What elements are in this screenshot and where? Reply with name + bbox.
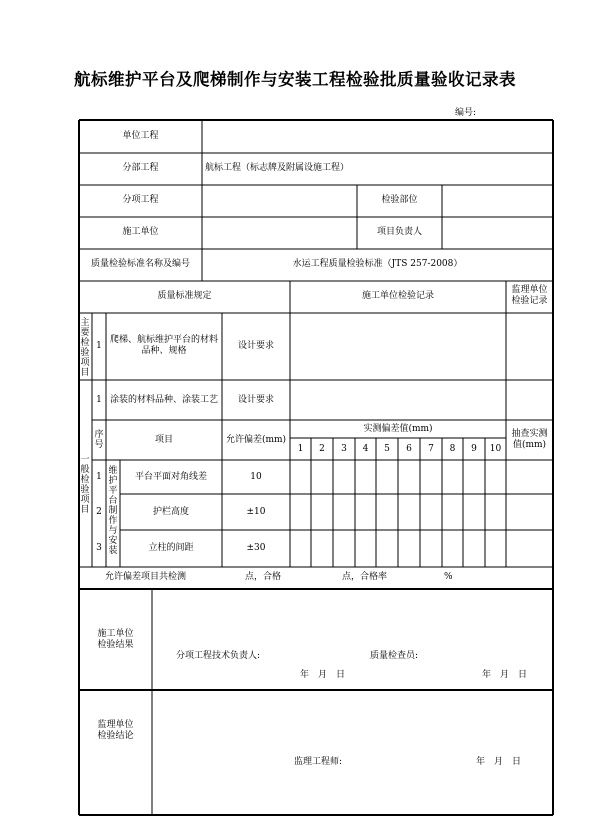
row-3-tolerance: ±30 xyxy=(246,543,266,553)
item-header: 项目 xyxy=(154,435,173,445)
seq-label: 序号 xyxy=(94,430,104,450)
general-items-group-label: 一般检验项目 xyxy=(80,455,90,515)
measured-col-10: 10 xyxy=(489,444,502,454)
measured-header: 实测偏差值(mm) xyxy=(363,424,433,434)
inspector-label: 质量检查员: xyxy=(370,651,419,661)
measured-col-7: 7 xyxy=(428,444,434,454)
unit-project-label: 单位工程 xyxy=(122,131,159,141)
summary-pass-points: 点，合格 xyxy=(245,572,282,582)
general-text-item-name: 涂装的材料品种、涂装工艺 xyxy=(109,395,218,405)
construction-unit-label: 施工单位 xyxy=(122,227,159,237)
subitem-project-label: 分项工程 xyxy=(122,195,159,205)
main-item-requirement: 设计要求 xyxy=(237,341,274,351)
standard-label: 质量检验标准名称及编号 xyxy=(90,259,190,269)
tolerance-header: 允许偏差(mm) xyxy=(225,435,287,445)
sub-group-label: 维护平台制作与安装 xyxy=(108,466,118,556)
measured-col-2: 2 xyxy=(319,444,325,454)
construction-result-line2: 检验结果 xyxy=(97,640,134,650)
measured-col-5: 5 xyxy=(384,444,390,454)
spot-check-line1: 抽查实测 xyxy=(511,429,548,439)
main-item-name xyxy=(106,335,222,357)
summary-pass-rate: 点，合格率 xyxy=(342,572,388,582)
summary-percent: % xyxy=(444,572,453,582)
main-items-group-label: 主要检验项目 xyxy=(80,318,90,378)
row-2-no: 2 xyxy=(96,507,102,517)
row-1-item: 平台平面对角线差 xyxy=(134,472,207,482)
supervision-conclusion-line1: 监理单位 xyxy=(97,720,134,730)
construction-record-header: 施工单位检验记录 xyxy=(361,291,434,301)
measured-col-1: 1 xyxy=(297,444,304,454)
doc-number-label: 编号: xyxy=(455,108,477,118)
row-3-no: 3 xyxy=(96,543,102,553)
main-item-name-line2: 品种、规格 xyxy=(141,346,187,356)
measured-col-9: 9 xyxy=(471,444,477,454)
measured-col-4: 4 xyxy=(362,444,369,454)
engineer-label: 监理工程师: xyxy=(294,757,343,767)
row-2-item: 护栏高度 xyxy=(152,507,189,517)
supervision-record-header xyxy=(506,285,553,307)
measured-col-6: 6 xyxy=(406,444,412,454)
division-project-value: 航标工程（标志牌及附属设施工程） xyxy=(205,163,350,173)
measured-col-3: 3 xyxy=(341,444,347,454)
division-project-label: 分部工程 xyxy=(122,163,159,173)
supervision-conclusion-line2: 检验结论 xyxy=(97,731,134,741)
date-construction-2: 年 月 日 xyxy=(482,670,528,680)
main-item-name-line1: 爬梯、航标维护平台的材料 xyxy=(109,335,218,345)
date-supervision: 年 月 日 xyxy=(476,757,522,767)
page-title: 航标维护平台及爬梯制作与安装工程检验批质量验收记录表 xyxy=(74,70,516,89)
construction-result-line1: 施工单位 xyxy=(97,629,134,639)
general-text-item-requirement: 设计要求 xyxy=(237,395,274,405)
main-item-no: 1 xyxy=(96,341,102,351)
measured-col-8: 8 xyxy=(449,444,456,454)
quality-standard-header: 质量标准规定 xyxy=(157,291,212,301)
spot-check-line2: 值(mm) xyxy=(512,440,547,450)
summary-prefix: 允许偏差项目共检测 xyxy=(105,572,187,582)
project-manager-label: 项目负责人 xyxy=(376,227,422,237)
supervision-record-line2: 检验记录 xyxy=(511,296,548,306)
date-construction-1: 年 月 日 xyxy=(300,670,346,680)
spot-check-header xyxy=(506,429,553,451)
row-2-tolerance: ±10 xyxy=(246,507,266,517)
supervision-record-line1: 监理单位 xyxy=(511,285,548,295)
row-3-item: 立柱的间距 xyxy=(148,543,194,553)
supervision-conclusion-label xyxy=(79,720,152,742)
inspection-location-label: 检验部位 xyxy=(381,195,418,205)
construction-result-label xyxy=(79,629,152,651)
tech-lead-label: 分项工程技术负责人: xyxy=(176,651,261,661)
general-text-item-no: 1 xyxy=(96,395,102,405)
standard-value: 水运工程质量检验标准（JTS 257-2008） xyxy=(292,259,463,269)
row-1-tolerance: 10 xyxy=(250,472,262,482)
row-1-no: 1 xyxy=(96,472,102,482)
